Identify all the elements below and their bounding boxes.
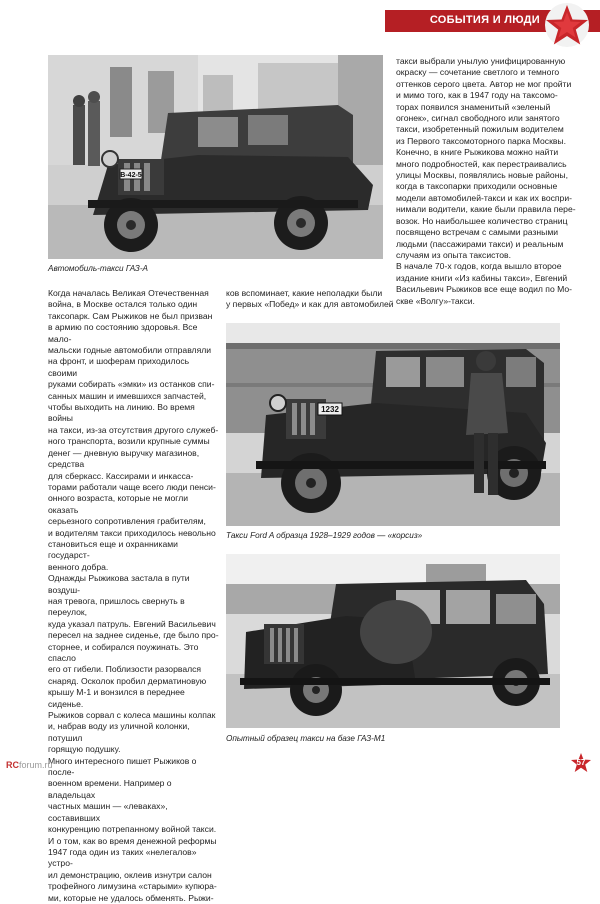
photo-caption: Такси Ford A образца 1928–1929 годов — «корсиз» bbox=[226, 531, 423, 540]
red-star-icon bbox=[544, 2, 590, 48]
license-plate: В-42-5 bbox=[120, 172, 142, 179]
article-column-mid-top: ков вспоминает, какие неполадки были у первых «Побед» и как для автомобилей bbox=[226, 288, 394, 310]
license-plate: 1232 bbox=[321, 405, 339, 414]
photo-caption: Опытный образец такси на базе ГАЗ-М1 bbox=[226, 734, 386, 743]
article-column-left: Когда началась Великая Отечественная война, в Москве остался только один таксопарк. Сам Рыжиков не был призван в армию по состоянию здоровья. Все мало- мальски годные автомобили отправляли на фронт, и шоферам приходилось своими руками собирать «эмки» из останков спи- санных машин и имевшихся запчастей, чтобы выходить на линию. Во время войны на такси, из-за отсутствия другого служеб- ного транспорта, возили крупные суммы денег — дневную выручку магазинов, средства для сберкасс. Кассирами и инкасса- торами работали чаще всего люди пенси- онного возраста, которые не могли оказать серьезного сопротивления грабителям, и водителям такси приходилось невольно становиться еще и охранниками государст- венного добра. Однажды Рыжикова застала в пути воздуш- ная тревога, пришлось свернуть в переулок, куда указал патруль. Евгений Васильевич пересел на заднее сиденье, где было про- сторнее, и собирался поужинать. Это спасло его от гибели. Поблизости разорвался снаряд. Осколок пробил дерматиновую крышу М-1 и вонзился в переднее сиденье. Рыжиков сорвал с колеса машины колпак и, набрав воду из уличной колонки, потушил горящую подушку. Много интересного пишет Рыжиков о после- военном времени. Например о владельцах частных машин — «леваках», составивших конкуренцию потрепанному войной такси. И о том, как во время денежной реформы 1947 года один из таких «нелегалов» устро- ил демонстрацию, оклеив изнутри салон трофейного лимузина «старыми» купюра- ми, которые не удалось обменять. Рыжи- bbox=[48, 288, 219, 903]
section-title: СОБЫТИЯ И ЛЮДИ bbox=[429, 14, 540, 26]
site-watermark: RCforum.ru bbox=[6, 760, 53, 770]
photo-gaz-a-taxi bbox=[48, 55, 383, 259]
photo-gaz-m1-prototype-taxi bbox=[226, 554, 560, 728]
page-number: 57 bbox=[576, 758, 586, 767]
photo-ford-a-taxi bbox=[226, 323, 560, 526]
article-column-right-top: такси выбрали унылую унифицированную окраску — сочетание светлого и темного оттенков серого цвета. Автор не мог пройти и мимо того, как в 1947 году на таксомо- торах появился знаменитый «зеленый огонек», сигнал свободного или занятого такси, изобретенный пожилым водителем из Первого таксомоторного парка Москвы. Конечно, в книге Рыжикова можно найти много подробностей, как перестраивались улицы Москвы, появлялись новые районы, когда в таксопарки приходили основные модели автомобилей-такси и как их воспри- нимали водители, какие были правила пере- возок. Но наибольшее количество страниц посвящено встречам с самыми разными людьми (пассажирами такси) и реальным случаям из опыта таксистов. В начале 70-х годов, когда вышло второе издание книги «Из кабины такси», Евгений Васильевич Рыжиков все еще водил по Мо- скве «Волгу»-такси. bbox=[396, 56, 576, 306]
photo-caption: Автомобиль-такси ГАЗ-А bbox=[48, 264, 149, 273]
